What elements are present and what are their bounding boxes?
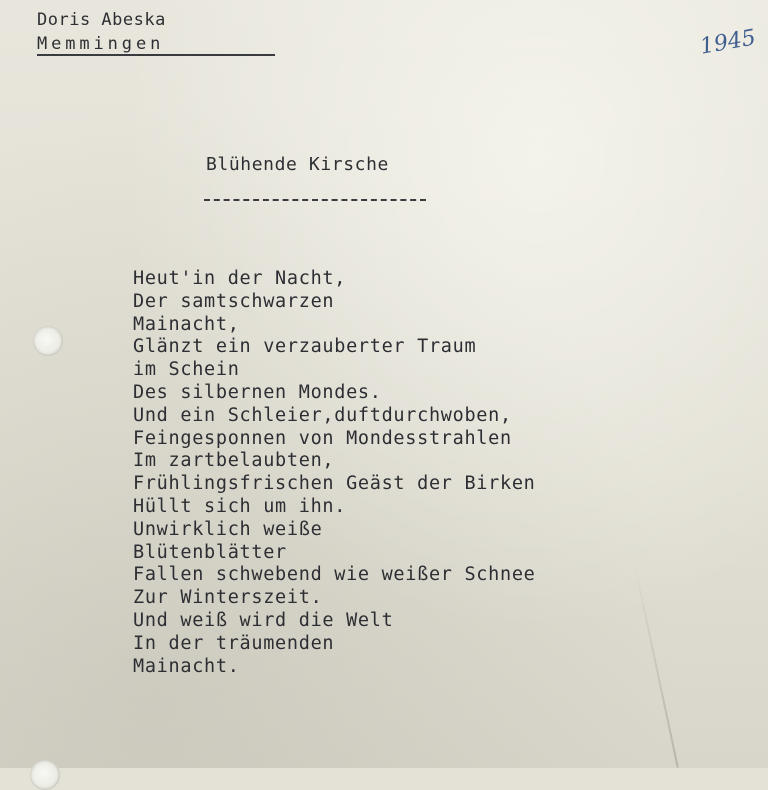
poem-line: Im zartbelaubten, <box>133 450 335 472</box>
poem-line: Mainacht. <box>133 655 240 677</box>
poem-line: Feingesponnen von Mondesstrahlen <box>133 427 512 449</box>
punch-hole <box>30 760 60 790</box>
title-underline <box>204 199 426 201</box>
poem-line: Zur Winterszeit. <box>133 587 323 609</box>
poem-body <box>133 268 536 678</box>
punch-hole <box>33 326 63 356</box>
author-name: Doris Abeska <box>37 10 166 30</box>
poem-line: Unwirklich weiße <box>133 518 323 540</box>
poem-line: Heut'in der Nacht, <box>133 268 347 289</box>
poem-line: Des silbernen Mondes. <box>133 381 382 403</box>
poem-line: Blütenblätter <box>133 541 287 563</box>
poem-line: Fallen schwebend wie weißer Schnee <box>133 564 536 586</box>
poem-line: im Schein <box>133 359 240 381</box>
city-underline <box>37 54 275 56</box>
author-city: Memmingen <box>37 34 165 54</box>
poem-title: Blühende Kirsche <box>206 154 389 175</box>
poem-line: Mainacht, <box>133 313 240 335</box>
paper-fold-crease <box>633 562 679 768</box>
poem-line: Glänzt ein verzauberter Traum <box>133 336 477 358</box>
poem-line: Und weiß wird die Welt <box>133 609 394 631</box>
poem-line: Der samtschwarzen <box>133 290 335 312</box>
poem-line: In der träumenden <box>133 632 335 654</box>
poem-line: Hüllt sich um ihn. <box>133 495 347 517</box>
poem-line: Frühlingsfrischen Geäst der Birken <box>133 473 536 495</box>
handwritten-year: 1945 <box>698 25 758 60</box>
poem-line: Und ein Schleier,duftdurchwoben, <box>133 404 512 426</box>
